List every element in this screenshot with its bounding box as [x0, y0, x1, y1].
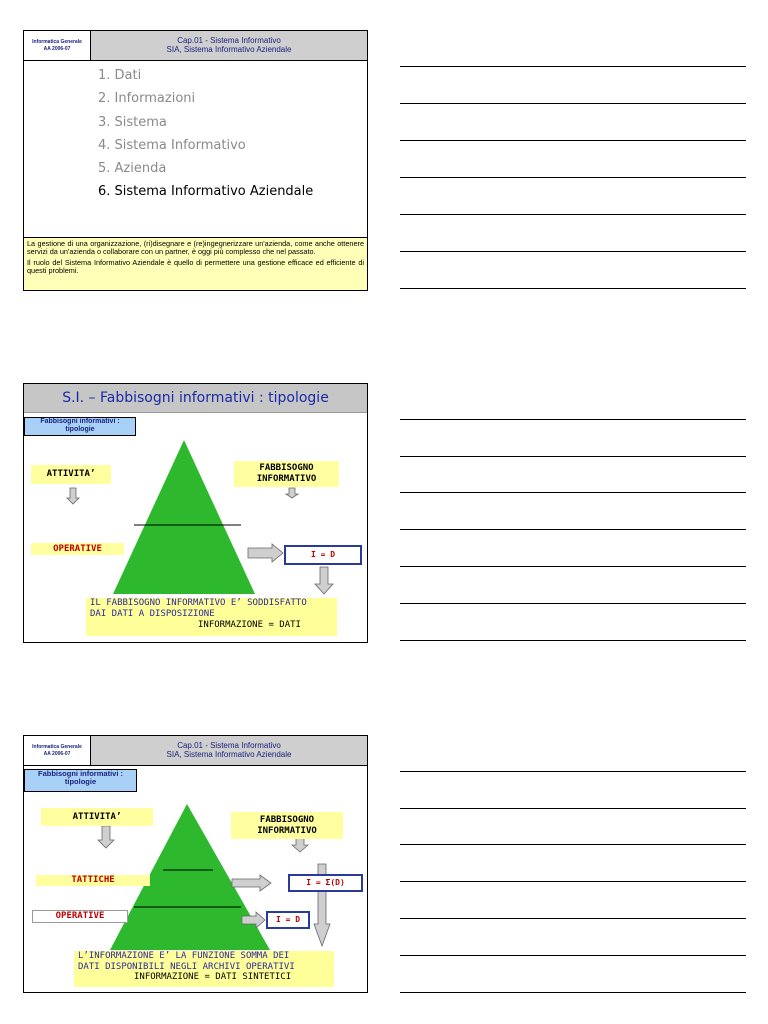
- topic-item: 1. Dati: [98, 68, 142, 83]
- note-line: [400, 603, 746, 604]
- topic-tag: Fabbisogni informativi : tipologie: [24, 417, 136, 436]
- note-line: [400, 640, 746, 641]
- slide-notes: [24, 237, 367, 290]
- slide-3: [23, 735, 368, 993]
- topic-item: 5. Azienda: [98, 161, 167, 177]
- note-line: [400, 881, 746, 882]
- equation-box-bottom: I = D: [266, 911, 310, 929]
- note-line: [400, 419, 746, 420]
- note-line: [400, 140, 746, 141]
- fabbisogno-label: [231, 812, 343, 839]
- down-arrow-icon: [315, 567, 333, 594]
- fabbisogno-label: [234, 461, 339, 487]
- down-arrow-icon: [98, 826, 114, 848]
- caption-line: DATI DISPONIBILI NEGLI ARCHIVI OPERATIVI: [78, 961, 295, 972]
- caption-line: IL FABBISOGNO INFORMATIVO E’ SODDISFATTO: [90, 598, 307, 608]
- note-line: [400, 456, 746, 457]
- course-name: Informatica Generale: [32, 39, 82, 45]
- chapter-subtitle: SIA, Sistema Informativo Aziendale: [166, 45, 292, 54]
- caption-box: [86, 598, 337, 636]
- note-line: [400, 992, 746, 993]
- fabbisogno-line: INFORMATIVO: [257, 826, 317, 836]
- note-line: [400, 66, 746, 67]
- fabbisogno-line: INFORMATIVO: [256, 474, 317, 484]
- note-paragraph: Il ruolo del Sistema Informativo Aziendale è quello di permettere una gestione efficace ed efficiente di questi problemi.: [27, 258, 364, 275]
- course-name: Informatica Generale: [32, 744, 82, 750]
- tattiche-label: TATTICHE: [36, 875, 150, 886]
- note-line: [400, 529, 746, 530]
- topic-item-active: 6. Sistema Informativo Aziendale: [98, 184, 314, 200]
- note-paragraph: La gestione di una organizzazione, (ri)disegnare e (re)ingegnerizzare un'azienda, come anche ottenere servizi da un'azienda o collaborare con un partner, è oggi più complesso che nel passato.: [27, 239, 364, 256]
- note-line: [400, 918, 746, 919]
- note-line: [400, 214, 746, 215]
- operative-label: OPERATIVE: [32, 910, 128, 923]
- note-line: [400, 844, 746, 845]
- fabbisogno-line: FABBISOGNO: [259, 463, 314, 473]
- caption-line: L’INFORMAZIONE E’ LA FUNZIONE SOMMA DEI: [78, 951, 290, 961]
- slide-1: [23, 30, 368, 291]
- right-arrow-icon: [232, 875, 271, 891]
- operative-label: OPERATIVE: [31, 543, 124, 555]
- caption-line: DAI DATI A DISPOSIZIONE: [90, 609, 215, 619]
- topic-item: 3. Sistema: [98, 114, 167, 130]
- academic-year: AA 2006-07: [43, 46, 71, 52]
- note-line: [400, 566, 746, 567]
- topic-item: 2. Informazioni: [98, 91, 196, 107]
- note-line: [400, 955, 746, 956]
- chapter-label: [91, 31, 367, 60]
- topic-list: [98, 64, 313, 204]
- slide-header: [24, 31, 367, 61]
- attivita-label: ATTIVITA’: [41, 808, 153, 826]
- note-line: [400, 103, 746, 104]
- right-arrow-icon: [248, 544, 283, 562]
- equation-box: I = D: [284, 545, 362, 565]
- attivita-label: ATTIVITA’: [31, 465, 111, 484]
- down-arrow-icon: [67, 488, 79, 504]
- chapter-title: Cap.01 - Sistema Informativo: [177, 741, 281, 750]
- note-line: [400, 492, 746, 493]
- topic-tag: Fabbisogni informativi : tipologie: [24, 769, 137, 792]
- slide-2: [23, 383, 368, 643]
- note-line: [400, 808, 746, 809]
- equation-box-top: I = Σ(D): [288, 874, 363, 892]
- note-line: [400, 251, 746, 252]
- caption-line: INFORMAZIONE = DATI: [198, 620, 301, 630]
- note-line: [400, 177, 746, 178]
- note-line: [400, 771, 746, 772]
- fabbisogno-line: FABBISOGNO: [259, 815, 315, 825]
- topic-item: 4. Sistema Informativo: [98, 137, 246, 153]
- down-arrow-icon: [286, 488, 298, 498]
- slide-title: S.I. – Fabbisogni informativi : tipologie: [24, 384, 367, 413]
- course-label: [24, 31, 91, 60]
- academic-year: AA 2006-07: [43, 751, 71, 757]
- chapter-title: Cap.01 - Sistema Informativo: [177, 36, 281, 45]
- caption-line: INFORMAZIONE = DATI SINTETICI: [134, 972, 292, 982]
- chapter-subtitle: SIA, Sistema Informativo Aziendale: [166, 750, 292, 759]
- note-line: [400, 288, 746, 289]
- caption-box: [74, 951, 334, 987]
